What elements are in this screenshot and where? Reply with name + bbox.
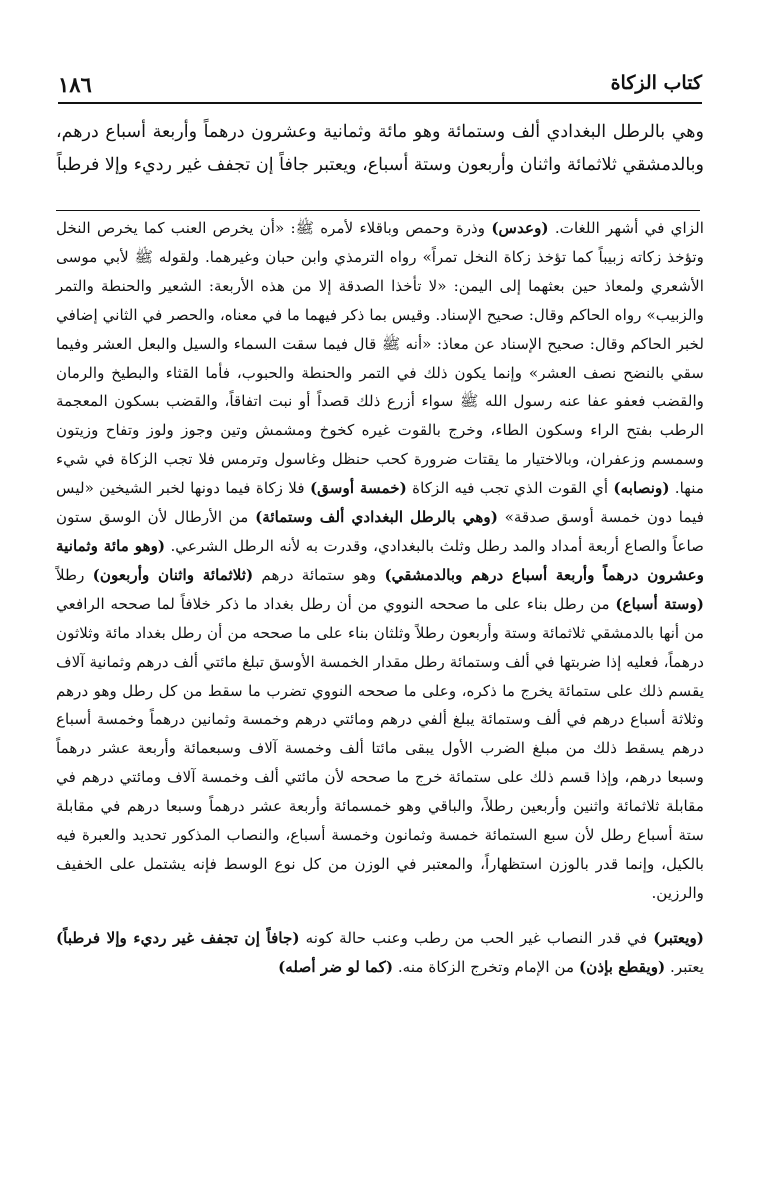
matn-quote: (وهو مائة وثمانية وعشرون درهماً وأربعة أسباع درهم وبالدمشقي) xyxy=(56,536,705,584)
matn-quote: (وهي بالرطل البغدادي ألف وستمائة) xyxy=(255,508,498,527)
commentary-text: فلا زكاة فيما دونها لخبر الشيخين «ليس فيما دون خمسة أوسق صدقة» xyxy=(56,479,705,527)
sharh-commentary xyxy=(56,214,704,982)
footnote-divider xyxy=(56,210,700,211)
matn-quote: (ويعتبر) xyxy=(653,928,704,947)
matn-quote: (ثلاثمائة واثنان وأربعون) xyxy=(92,565,254,584)
commentary-text: وهو ستمائة درهم xyxy=(253,565,385,584)
matn-quote: (وستة أسباع) xyxy=(615,594,704,613)
page-header xyxy=(58,68,702,104)
matn-quote: (وعدس) xyxy=(491,219,549,237)
matn-quote: (جافاً إن تجفف غير رديء وإلا فرطباً) xyxy=(56,928,300,947)
chapter-title: كتاب الزكاة xyxy=(610,72,702,94)
matn-quote: (ويقطع بإذن) xyxy=(579,957,666,976)
page-number: ١٨٦ xyxy=(58,72,92,97)
matn-quote: (خمسة أوسق) xyxy=(309,479,407,498)
commentary-text: وذرة وحمص وباقلاء لأمره ﷺ: «أن يخرص العنب كما يخرص النخل وتؤخذ زكاته زبيباً كما تؤخذ زكاة النخل تمراً» رواه الترمذي وابن حبان وغيرهما. ولقوله ﷺ لأبي موسى الأشعري ولمعاذ حين بعثهما إلى اليمن: «لا تأخذا الصدقة إلا من هذه الأربعة: الشعير والحنطة والتمر والزبيب» رواه الحاكم وقال: صحيح الإسناد. وقيس بما ذكر فيهما ما في معناه، والحصر في الثاني إضافي لخبر الحاكم وقال: صحيح الإسناد عن معاذ: «أنه ﷺ قال فيما سقت السماء والسيل والبعل العشر وفيما سقي بالنضح نصف العشر» وإنما يكون ذلك في التمر والحنطة والحبوب، فأما القثاء والبطيخ والرمان والقضب فعفو عفا عنه رسول الله ﷺ سواء أزرع ذلك قصداً أو نبت اتفاقاً، والقضب بسكون المعجمة الرطب بفتح الراء وسكون الطاء، وخرج بالقوت غيره كخوخ ومشمش وتين وجوز ولوز وتفاح وزيتون وسمسم وزعفران، وبالاختيار ما يقتات ضرورة كحب حنظل وغاسول وترمس فلا تجب الزكاة في شيء منها. xyxy=(56,219,704,498)
matn-quote: (ونصابه) xyxy=(613,479,670,498)
commentary-text: رطلاً xyxy=(56,565,93,584)
commentary-text: من رطل بناء على ما صححه النووي من أن رطل بغداد ما ذكر خلافاً لما صححه الرافعي من أنها بالدمشقي ثلاثمائة وستة وأربعون رطلاً وثلثان بناء على ما صححه من أن رطل بغداد مائة وثلاثون درهماً، فعليه إذا ضربتها في ألف وستمائة رطل مقدار الخمسة الأوسق تبلغ مائتي ألف درهم وثمانية آلاف يقسم ذلك على ستمائة يخرج ما ذكره، وعلى ما صححه النووي تضرب ما سقط من كل رطل وهو درهم وثلاثة أسباع درهم في ألف وستمائة يبلغ ألفي درهم ومائتي درهم وخمسة وثمانين درهماً وخمسة أسباع درهم يسقط ذلك من مبلغ الضرب الأول يبقى مائتا ألف وخمسة آلاف وسبعمائة وأربعة عشر درهماً وسبعا درهم، وإذا قسم ذلك على ستمائة خرج ما صححه لأن مائتي ألف وخمسة آلاف ومائتي درهم في مقابلة ثلاثمائة واثنين وأربعين رطلاً، والباقي وهو خمسمائة وأربعة عشر درهماً وسبعا درهم في مقابلة ستة أسباع رطل لأن سبع الستمائة خمسة وثمانون وخمسة أسباع، والنصاب المذكور تحديد والعبرة فيه بالكيل، وإنما قدر بالوزن استظهاراً، والمعتبر في الوزن من كل نوع الوسط فإنه يشتمل على الخفيف والرزين. xyxy=(56,594,704,902)
commentary-paragraph-1 xyxy=(56,214,704,908)
commentary-text: من الأرطال لأن الوسق ستون صاعاً والصاع أربعة أمداد والمد رطل وثلث بالبغدادي، وقدرت به لأنه الرطل الشرعي. xyxy=(56,508,704,555)
commentary-text: من الإمام وتخرج الزكاة منه. xyxy=(393,957,580,976)
commentary-text: في قدر النصاب غير الحب من رطب وعنب حالة كونه xyxy=(299,928,654,947)
commentary-text: الزاي في أشهر اللغات. xyxy=(548,219,705,237)
commentary-text: أي القوت الذي تجب فيه الزكاة xyxy=(406,479,614,498)
matn-quote: (كما لو ضر أصله) xyxy=(278,957,394,976)
commentary-paragraph-2 xyxy=(56,924,704,982)
matn-text: وهي بالرطل البغدادي ألف وستمائة وهو مائة وثمانية وعشرون درهماً وأربعة أسباع درهم، وبالدمشقي ثلاثمائة واثنان وأربعون وستة أسباع، ويعتبر جافاً إن تجفف غير رديء وإلا فرطباً xyxy=(56,122,704,175)
commentary-text: يعتبر. xyxy=(665,957,704,976)
